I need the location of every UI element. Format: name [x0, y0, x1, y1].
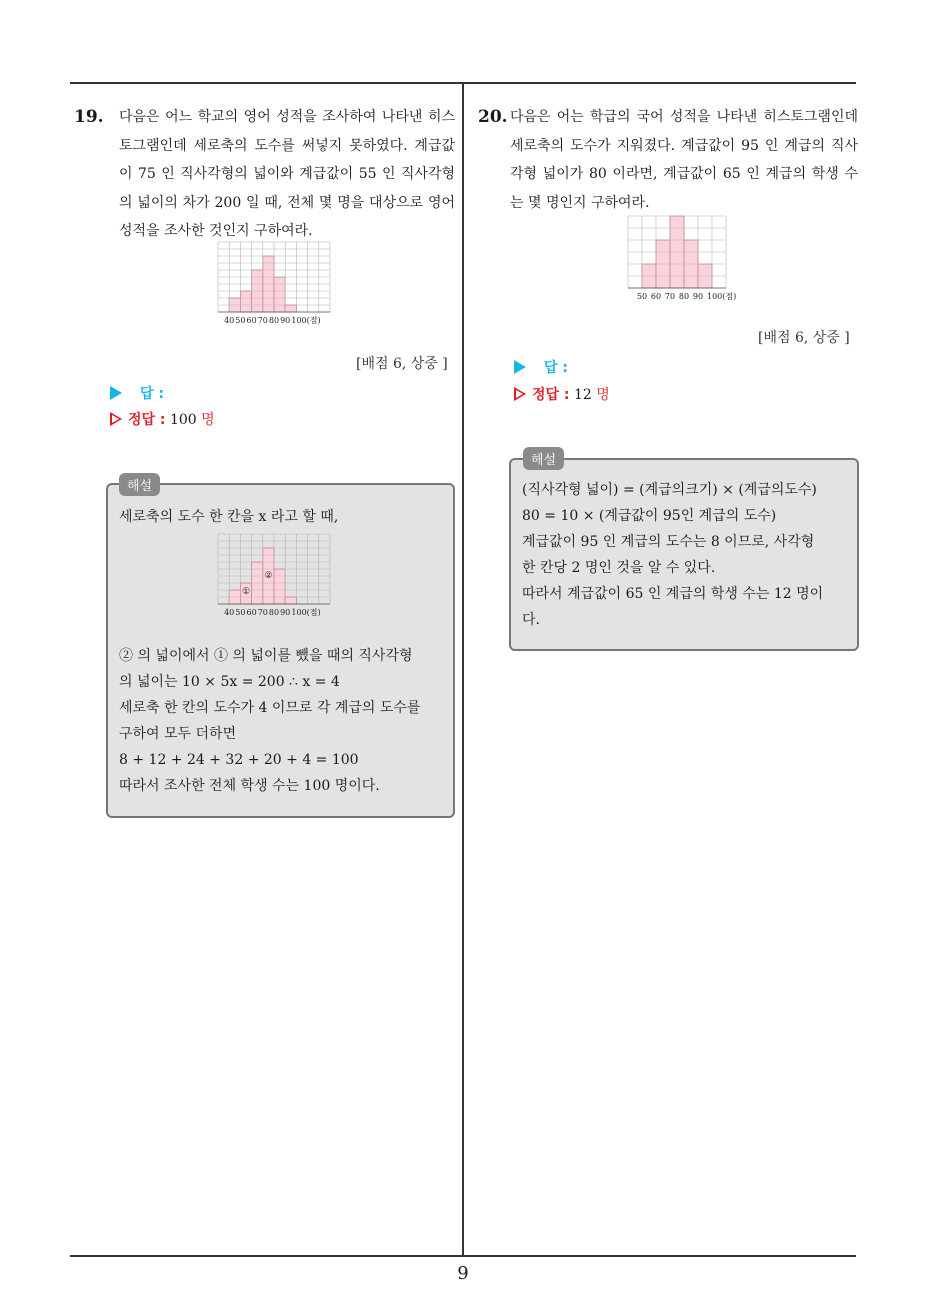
correct-value: 12 [573, 387, 592, 403]
question-text: 다음은 어느 학교의 영어 성적을 조사하여 나타낸 히스토그램인데 세로축의 도수를 써넣지 못하였다. 계급값이 75 인 직사각형의 넓이와 계급값이 55 인 직사각형의 넓이의 차가 200 일 때, 전체 몇 명을 대상으로 영어 성적을 조사한 것인지 구하여라. [119, 109, 455, 239]
bar-mark: ① [241, 587, 251, 597]
explanation-line: 따라서 조사한 전체 학생 수는 100 명이다. [119, 778, 380, 794]
correct-label: 정답 : [532, 387, 570, 403]
explanation-line: (직사각형 넓이) = (계급의크기) × (계급의도수) [522, 482, 817, 498]
question-text: 다음은 어는 학급의 국어 성적을 나타낸 히스토그램인데 세로축의 도수가 지워졌다. 계급값이 95 인 계급의 직사각형 넓이가 80 이라면, 계급값이 65 인 계급의 학생 수는 몇 명인지 구하여라. [510, 109, 858, 211]
question-number: 20. [478, 107, 508, 127]
bottom-rule [70, 1255, 856, 1257]
explanation-line: ② 의 넓이에서 ① 의 넓이를 뺐을 때의 직사각형 [119, 648, 413, 664]
tick-label: 100(점) [291, 608, 321, 617]
histogram-bar [240, 291, 251, 312]
tick-label: 80 [678, 292, 690, 301]
answer-label: 답 : [140, 386, 164, 402]
tick-label: 80 [268, 316, 280, 325]
tick-label: 100(점) [291, 316, 321, 325]
correct-unit: 명 [201, 412, 215, 428]
page-number: 9 [457, 1263, 469, 1284]
correct-value: 100 [169, 412, 197, 428]
outline-triangle-icon [110, 412, 122, 426]
tick-label: 40 [224, 316, 235, 325]
explanation-line: 80 = 10 × (계급값이 95인 계급의 도수) [522, 508, 777, 524]
tick-label: 50 [235, 608, 246, 617]
tick-label: 60 [246, 608, 257, 617]
histogram-chart [626, 214, 746, 309]
histogram-bar [274, 277, 285, 312]
score-label: [배점 6, 상중 ] [356, 356, 448, 372]
histogram-bar [274, 569, 285, 604]
explanation-line: 계급값이 95 인 계급의 도수는 8 이므로, 사각형 [522, 534, 815, 550]
answer-label: 답 : [544, 360, 568, 376]
correct-answer-row [514, 384, 610, 404]
correct-answer-row [110, 409, 215, 429]
play-icon [110, 386, 122, 400]
explanation-line: 따라서 계급값이 65 인 계급의 학생 수는 12 명이 [522, 586, 824, 602]
explanation-tag: 해설 [119, 473, 160, 496]
tick-label: 100(점) [707, 292, 737, 301]
explanation-lines [522, 477, 847, 633]
tick-label: 50 [235, 316, 246, 325]
answer-row [110, 383, 164, 403]
correct-unit: 명 [596, 387, 610, 403]
tick-label: 70 [257, 608, 268, 617]
tick-label: 90 [692, 292, 704, 301]
score-label: [배점 6, 상중 ] [758, 330, 850, 346]
tick-label: 90 [280, 608, 291, 617]
histogram-bar [285, 305, 296, 312]
tick-label: 60 [246, 316, 257, 325]
tick-label: 70 [664, 292, 676, 301]
histogram-chart [216, 240, 356, 335]
tick-label: 80 [268, 608, 280, 617]
explanation-lines [119, 643, 444, 799]
explanation-line: 구하여 모두 더하면 [119, 726, 237, 742]
column-divider [462, 82, 464, 1256]
explanation-line: 세로축 한 칸의 도수가 4 이므로 각 계급의 도수를 [119, 700, 421, 716]
histogram-bar [285, 597, 296, 604]
tick-label: 90 [280, 316, 291, 325]
explanation-tag: 해설 [523, 447, 564, 470]
tick-label: 60 [650, 292, 662, 301]
outline-triangle-icon [514, 387, 526, 401]
explanation-line: 다. [522, 612, 540, 628]
answer-row [514, 357, 568, 377]
explanation-line: 한 칸당 2 명인 것을 알 수 있다. [522, 560, 716, 576]
tick-label: 50 [636, 292, 648, 301]
correct-label: 정답 : [128, 412, 166, 428]
annotated-histogram [216, 532, 356, 627]
question-number: 19. [74, 107, 104, 127]
bar-mark: ② [264, 571, 273, 581]
tick-label: 40 [224, 608, 235, 617]
explanation-line: 8 + 12 + 24 + 32 + 20 + 4 = 100 [119, 752, 359, 768]
play-icon [514, 360, 526, 374]
explanation-line: 의 넓이는 10 × 5x = 200 ∴ x = 4 [119, 674, 340, 690]
tick-label: 70 [257, 316, 268, 325]
explanation-line: 세로축의 도수 한 칸을 x 라고 할 때, [119, 509, 339, 525]
